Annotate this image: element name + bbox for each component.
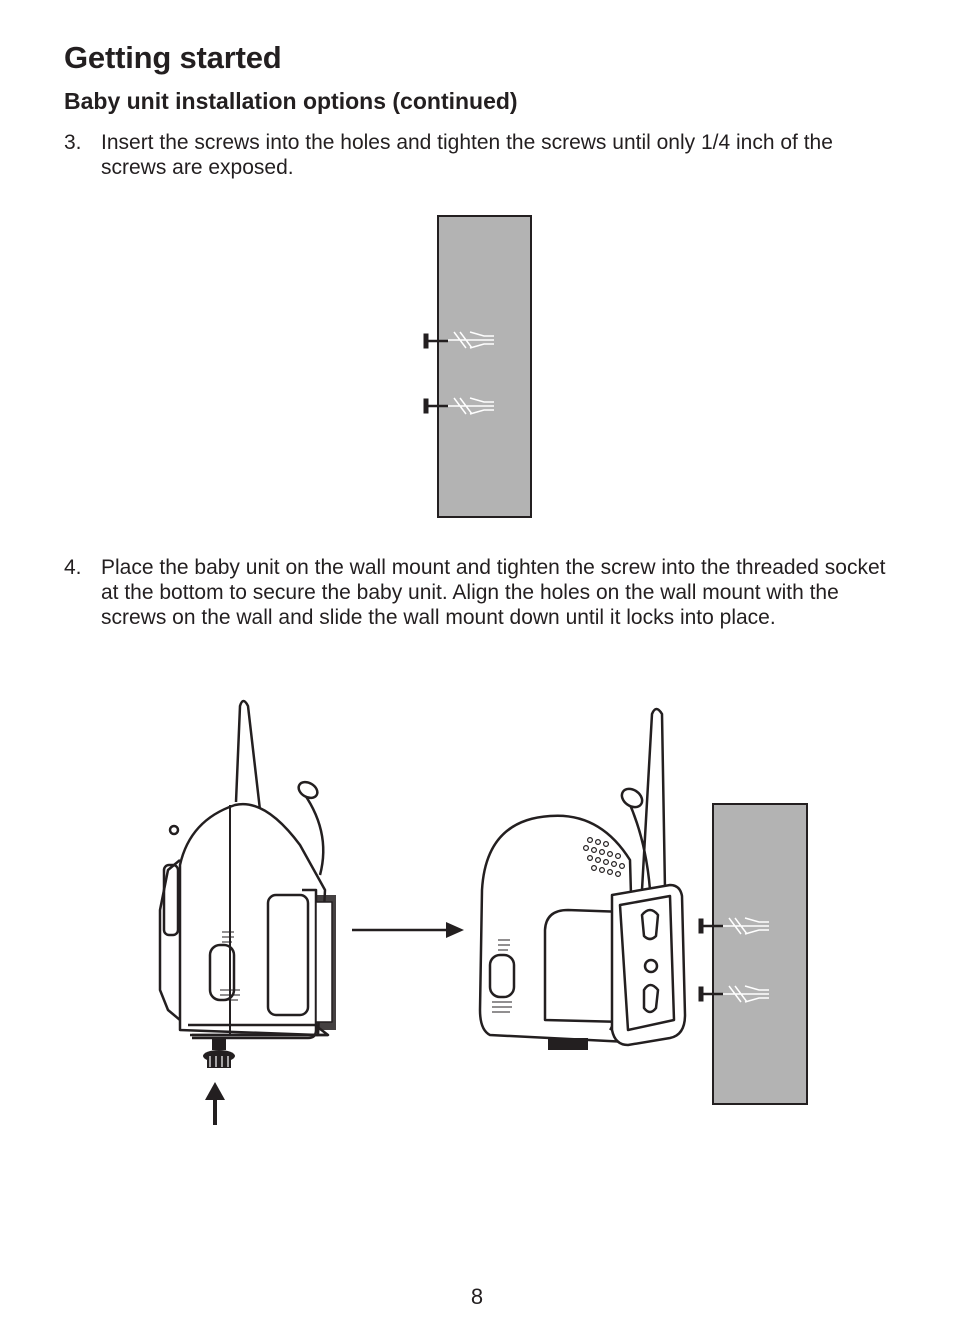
step-number: 4. [64, 556, 82, 579]
wall-panel [438, 216, 531, 517]
baby-unit-mounted-view [480, 709, 685, 1050]
page-number: 8 [470, 1284, 484, 1309]
wall-panel [713, 804, 807, 1104]
section-subtitle: Baby unit installation options (continued) [64, 88, 518, 114]
baby-unit-side-view [160, 701, 336, 1068]
instruction-step-3 [64, 130, 894, 180]
page-title: Getting started [64, 40, 282, 75]
instruction-step-4 [64, 555, 894, 630]
arrow-icon [352, 922, 464, 938]
wall-screws-illustration [410, 210, 550, 525]
mounting-illustration [150, 690, 830, 1140]
step-number: 3. [64, 131, 82, 154]
step-text: Place the baby unit on the wall mount and tighten the screw into the threaded socket at the bottom to secure the baby unit. Align the holes on the wall mount with the screws on the wall and slide the wall mount down until it locks into place. [101, 556, 886, 629]
step-text: Insert the screws into the holes and tighten the screws until only 1/4 inch of the screws are exposed. [101, 131, 833, 179]
arrow-icon [205, 1082, 225, 1125]
